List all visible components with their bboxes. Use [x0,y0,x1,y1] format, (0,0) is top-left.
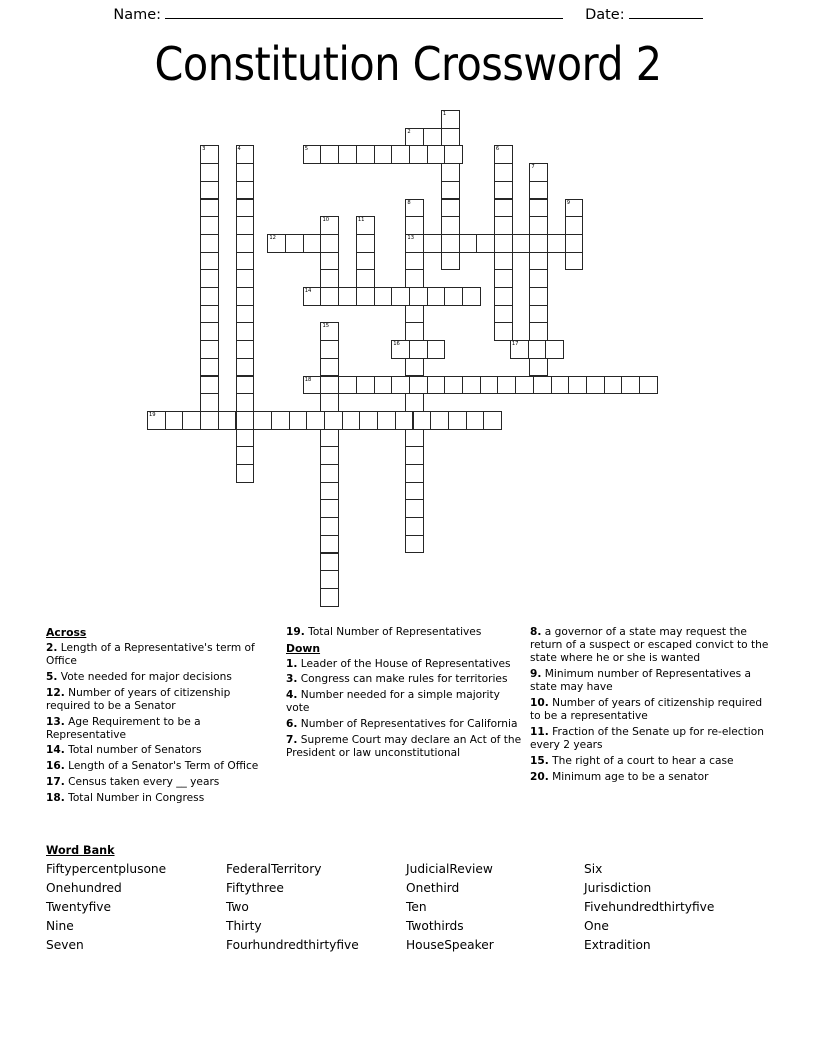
crossword-cell[interactable] [200,376,219,395]
clue-across-12[interactable] [46,687,271,713]
word-bank-word[interactable]: FederalTerritory [226,862,322,876]
crossword-cell[interactable] [236,234,255,253]
crossword-cell[interactable] [236,376,255,395]
word-bank-word[interactable]: Two [226,900,249,914]
crossword-cell-number: 4 [237,146,241,153]
crossword-cell[interactable] [405,429,424,448]
clue-number: 10. [530,697,549,710]
crossword-cell[interactable] [441,163,460,182]
crossword-cell[interactable] [236,358,255,377]
crossword-cell[interactable] [320,145,339,164]
crossword-cell[interactable] [271,411,290,430]
word-bank-word[interactable]: Extradition [584,938,651,952]
word-bank-word[interactable]: Six [584,862,603,876]
clue-number: 13. [46,715,65,728]
crossword-cell[interactable] [586,376,605,395]
crossword-cell[interactable] [441,252,460,271]
crossword-cell[interactable] [182,411,201,430]
clue-down-9[interactable] [530,668,772,694]
clue-text: Fraction of the Senate up for re-election every 2 years [530,725,764,752]
clue-text: Vote needed for major decisions [60,670,232,683]
clue-down-15[interactable] [530,755,772,768]
word-bank-section [46,843,772,955]
crossword-cell[interactable] [462,287,481,306]
crossword-cell-number: 17 [511,341,519,348]
crossword-cell[interactable] [494,305,513,324]
crossword-cell[interactable] [320,269,339,288]
clue-number: 15. [530,754,549,767]
crossword-cell-number: 6 [495,146,500,153]
word-bank-word[interactable]: Twentyfive [46,900,111,914]
crossword-cell[interactable] [320,216,339,235]
word-bank-grid [46,860,772,955]
crossword-cell[interactable] [303,234,322,253]
word-bank-word[interactable]: Onehundred [46,881,122,895]
crossword-cell[interactable] [236,322,255,341]
crossword-cell[interactable] [494,181,513,200]
clues-column-3 [530,626,772,786]
crossword-cell[interactable] [529,216,548,235]
crossword-cell[interactable] [565,199,584,218]
clue-text: Number of years of citizenship required to be a representative [530,697,763,723]
crossword-cell[interactable] [303,145,322,164]
crossword-cell[interactable] [200,252,219,271]
crossword-cell[interactable] [236,393,255,412]
clue-number: 9. [530,668,542,681]
crossword-cell[interactable] [565,216,584,235]
crossword-cell[interactable] [494,216,513,235]
clue-number: 14. [46,744,65,757]
crossword-cell[interactable] [423,128,442,147]
crossword-cell[interactable] [547,234,566,253]
crossword-cell[interactable] [444,376,463,395]
crossword-cell[interactable] [441,234,460,253]
crossword-cell[interactable] [441,216,460,235]
page-title: Constitution Crossword 2 [154,37,662,91]
crossword-cell-number: 9 [566,199,571,206]
crossword-cell[interactable] [441,181,460,200]
crossword-cell-number: 14 [304,288,312,294]
clue-across-18[interactable] [46,792,271,805]
crossword-cell[interactable] [395,411,414,430]
crossword-cell[interactable] [374,376,393,395]
crossword-cell[interactable] [441,128,460,147]
crossword-cell[interactable] [494,252,513,271]
word-bank-word[interactable]: Fiftypercentplusone [46,862,167,876]
clue-number: 6. [286,718,298,731]
clue-number: 2. [46,642,58,654]
crossword-cell[interactable] [405,446,424,465]
word-bank-word[interactable]: Onethird [406,881,460,895]
crossword-cell[interactable] [441,110,460,129]
crossword-cell[interactable] [303,287,322,306]
word-bank-word[interactable]: HouseSpeaker [406,938,494,952]
crossword-cell[interactable] [391,145,410,164]
crossword-cell[interactable] [320,499,339,518]
crossword-cell[interactable] [494,199,513,218]
crossword-cell[interactable] [405,199,424,218]
crossword-cell[interactable] [236,287,255,306]
word-bank-word[interactable]: Twothirds [406,919,464,933]
crossword-cell[interactable] [320,340,339,359]
clue-across-19[interactable] [286,626,526,639]
crossword-cell-number: 15 [322,323,330,330]
clue-across-13[interactable] [46,716,271,742]
crossword-cell[interactable] [320,535,339,554]
crossword-cell[interactable] [253,411,272,430]
crossword-cell[interactable] [604,376,623,395]
crossword-cell[interactable] [200,269,219,288]
word-bank-heading: Word Bank [46,844,115,857]
clue-number: 18. [46,791,65,804]
crossword-cell[interactable] [374,145,393,164]
crossword-cell[interactable] [405,482,424,501]
crossword-cell[interactable] [359,411,378,430]
crossword-cell[interactable] [529,287,548,306]
crossword-cell[interactable] [529,322,548,341]
crossword-cell[interactable] [236,429,255,448]
crossword-cell[interactable] [494,322,513,341]
clues-column-1 [46,626,271,807]
crossword-cell-number: 10 [322,217,330,224]
crossword-cell[interactable] [483,411,502,430]
crossword-cell-number: 8 [407,199,411,206]
crossword-cell[interactable] [303,376,322,395]
word-bank-word[interactable]: Thirty [226,919,262,933]
crossword-cell[interactable] [391,287,410,306]
crossword-cell[interactable] [356,216,375,235]
crossword-cell[interactable] [320,376,339,395]
crossword-cell[interactable] [405,517,424,536]
crossword-cell[interactable] [409,145,428,164]
crossword-cell[interactable] [529,269,548,288]
crossword-cell[interactable] [459,234,478,253]
crossword-cell[interactable] [529,163,548,182]
crossword-cell[interactable] [320,252,339,271]
clue-down-1[interactable] [286,658,526,671]
crossword-cell[interactable] [409,287,428,306]
crossword-cell[interactable] [405,252,424,271]
clue-text: Total number of Senators [68,744,202,757]
clue-number: 19. [286,626,305,638]
crossword-cell[interactable] [494,234,513,253]
crossword-cell[interactable] [320,322,339,341]
clue-down-10[interactable] [530,697,772,723]
crossword-cell[interactable] [529,252,548,271]
clue-number: 4. [286,689,298,702]
crossword-cell[interactable] [476,234,495,253]
crossword-cell-number: 1 [442,111,447,117]
crossword-cell[interactable] [218,411,237,430]
clues-column-2 [286,626,526,763]
crossword-cell[interactable] [405,234,424,253]
crossword-cell-number: 7 [531,164,535,171]
clue-text: Length of a Representative's term of Office [46,642,255,668]
crossword-cell[interactable] [444,145,463,164]
crossword-cell[interactable] [200,163,219,182]
crossword-cell[interactable] [200,234,219,253]
clue-number: 7. [286,733,298,746]
crossword-cell[interactable] [200,287,219,306]
crossword-cell[interactable] [356,269,375,288]
crossword-cell[interactable] [405,358,424,377]
crossword-cell[interactable] [200,393,219,412]
crossword-cell[interactable] [494,163,513,182]
crossword-cell[interactable] [320,464,339,483]
crossword-cell[interactable] [236,411,255,430]
crossword-cell[interactable] [356,376,375,395]
crossword-cell[interactable] [409,376,428,395]
clue-across-14[interactable] [46,744,271,757]
crossword-cell[interactable] [565,234,584,253]
crossword-cell[interactable] [236,269,255,288]
crossword-cell-number: 5 [304,146,309,153]
crossword-cell[interactable] [533,376,552,395]
down-heading: Down [286,641,321,655]
clue-text: Congress can make rules for territories [300,673,508,686]
clue-down-4[interactable] [286,689,526,715]
clue-down-8[interactable] [530,626,772,666]
crossword-cell[interactable] [356,145,375,164]
crossword-cell[interactable] [565,252,584,271]
clue-text: Minimum age to be a senator [552,770,709,783]
clue-down-11[interactable] [530,726,772,752]
crossword-cell[interactable] [165,411,184,430]
clue-text: Number needed for a simple majority vote [286,689,500,715]
word-bank-word[interactable]: Fivehundredthirtyfive [584,900,715,914]
crossword-cell[interactable] [413,411,432,430]
crossword-cell[interactable] [497,376,516,395]
clue-text: a governor of a state may request the return of a suspect or escaped convict to the state where he or she is wanted [530,626,769,665]
word-bank-word[interactable]: Ten [406,900,427,914]
clue-text: Supreme Court may declare an Act of the President or law unconstitutional [286,733,522,759]
crossword-cell[interactable] [320,570,339,589]
clue-text: Census taken every __ years [68,775,220,788]
crossword-cell[interactable] [405,464,424,483]
crossword-cell[interactable] [529,305,548,324]
clue-across-2[interactable] [46,642,271,668]
crossword-cell[interactable] [405,499,424,518]
crossword-cell[interactable] [405,216,424,235]
crossword-cell[interactable] [510,340,529,359]
clue-text: The right of a court to hear a case [552,754,734,767]
crossword-cell-number: 2 [407,128,411,135]
clue-text: Total Number of Representatives [308,626,482,638]
clue-down-3[interactable] [286,673,526,686]
crossword-cell[interactable] [200,145,219,164]
crossword-cell[interactable] [512,234,531,253]
crossword-cell[interactable] [200,340,219,359]
crossword-cell-number: 3 [202,146,206,153]
crossword-cell[interactable] [528,340,547,359]
date-label: Date: [585,7,625,23]
clue-text: Number of years of citizenship required to be a Senator [46,686,231,712]
crossword-cell[interactable] [545,340,564,359]
crossword-cell[interactable] [466,411,485,430]
crossword-cell[interactable] [529,234,548,253]
clue-across-5[interactable] [46,671,271,684]
crossword-cell[interactable] [267,234,286,253]
word-bank-word[interactable]: Jurisdiction [584,881,652,895]
crossword-cell[interactable] [289,411,308,430]
crossword-cell-number: 13 [407,234,415,241]
clue-text: Length of a Senator's Term of Office [68,760,259,773]
crossword-cell[interactable] [448,411,467,430]
crossword-cell[interactable] [356,234,375,253]
crossword-cell[interactable] [320,429,339,448]
clue-number: 11. [530,725,549,738]
crossword-cell[interactable] [236,340,255,359]
crossword-cell[interactable] [320,517,339,536]
crossword-cell[interactable] [405,305,424,324]
crossword-cell[interactable] [529,199,548,218]
crossword-cell[interactable] [441,199,460,218]
crossword-cell-number: 16 [393,341,400,348]
crossword-cell[interactable] [621,376,640,395]
crossword-cell[interactable] [494,269,513,288]
crossword-cell[interactable] [494,287,513,306]
crossword-cell[interactable] [405,269,424,288]
word-bank-word[interactable]: One [584,919,609,933]
clue-down-7[interactable] [286,734,526,760]
crossword-cell[interactable] [200,305,219,324]
crossword-cell[interactable] [342,411,361,430]
crossword-cell[interactable] [236,305,255,324]
crossword-cell[interactable] [639,376,658,395]
crossword-cell[interactable] [427,376,446,395]
crossword-cell[interactable] [200,199,219,218]
across-heading: Across [46,626,87,639]
crossword-cell[interactable] [320,482,339,501]
crossword-cell[interactable] [405,393,424,412]
crossword-cell[interactable] [391,340,410,359]
clue-number: 3. [286,673,298,686]
crossword-cell[interactable] [356,252,375,271]
crossword-cell[interactable] [320,588,339,607]
crossword-cell[interactable] [405,322,424,341]
crossword-cell[interactable] [236,163,255,182]
crossword-cell[interactable] [320,446,339,465]
crossword-cell[interactable] [529,358,548,377]
crossword-cell[interactable] [320,287,339,306]
word-bank-word[interactable]: Seven [46,938,84,952]
crossword-cell[interactable] [444,287,463,306]
crossword-cell[interactable] [377,411,396,430]
clue-number: 8. [530,626,542,638]
crossword-cell[interactable] [200,216,219,235]
crossword-cell[interactable] [374,287,393,306]
crossword-cell-number: 12 [269,234,276,241]
crossword-cell[interactable] [320,553,339,572]
clue-text: Age Requirement to be a Representative [46,715,201,741]
crossword-cell[interactable] [320,234,339,253]
clue-text: Leader of the House of Representatives [300,657,511,670]
crossword-cell[interactable] [551,376,570,395]
crossword-cell[interactable] [338,145,357,164]
crossword-cell[interactable] [200,358,219,377]
crossword-cell[interactable] [405,128,424,147]
clue-across-17[interactable] [46,776,271,789]
crossword-cell[interactable] [430,411,449,430]
crossword-cell[interactable] [515,376,534,395]
word-bank-word[interactable]: Fiftythree [226,881,284,895]
crossword-cell[interactable] [320,358,339,377]
crossword-cell-number: 19 [149,411,156,418]
crossword-cell[interactable] [324,411,343,430]
clue-number: 1. [286,657,298,670]
crossword-cell[interactable] [306,411,325,430]
crossword-cell[interactable] [147,411,166,430]
crossword-cell[interactable] [236,216,255,235]
word-bank-word[interactable]: JudicialReview [406,862,493,876]
crossword-cell[interactable] [338,376,357,395]
clue-number: 5. [46,670,58,683]
crossword-cell[interactable] [200,181,219,200]
crossword-cell[interactable] [236,252,255,271]
clue-down-20[interactable] [530,771,772,784]
crossword-cell[interactable] [338,287,357,306]
crossword-cell[interactable] [200,411,219,430]
crossword-cell[interactable] [236,464,255,483]
clue-number: 17. [46,775,65,788]
clue-number: 20. [530,770,549,783]
clue-number: 12. [46,686,65,699]
word-bank-word[interactable]: Fourhundredthirtyfive [226,938,359,952]
crossword-cell[interactable] [427,145,446,164]
clue-down-6[interactable] [286,718,526,731]
crossword-cell[interactable] [200,322,219,341]
crossword-cell[interactable] [236,145,255,164]
name-label: Name: [113,7,162,23]
crossword-cell[interactable] [236,446,255,465]
clues-section [46,626,772,838]
clue-text: Number of Representatives for California [300,718,518,731]
crossword-cell[interactable] [427,287,446,306]
crossword-cell[interactable] [427,340,446,359]
crossword-cell[interactable] [356,287,375,306]
crossword-cell[interactable] [423,234,442,253]
clue-number: 16. [46,760,65,773]
crossword-cell[interactable] [568,376,587,395]
clue-across-16[interactable] [46,760,271,773]
crossword-cell[interactable] [236,181,255,200]
crossword-cell-number: 18 [304,376,312,383]
crossword-cell[interactable] [409,340,428,359]
crossword-cell[interactable] [529,181,548,200]
word-bank-word[interactable]: Nine [46,919,74,933]
crossword-cell[interactable] [320,393,339,412]
crossword-cell[interactable] [462,376,481,395]
crossword-cell[interactable] [405,535,424,554]
crossword-cell-number: 11 [357,217,365,224]
crossword-cell[interactable] [480,376,499,395]
crossword-cell[interactable] [391,376,410,395]
crossword-cell[interactable] [285,234,304,253]
crossword-cell[interactable] [494,145,513,164]
clue-text: Total Number in Congress [68,791,205,804]
crossword-cell[interactable] [236,199,255,218]
clue-text: Minimum number of Representatives a state may have [530,668,751,694]
